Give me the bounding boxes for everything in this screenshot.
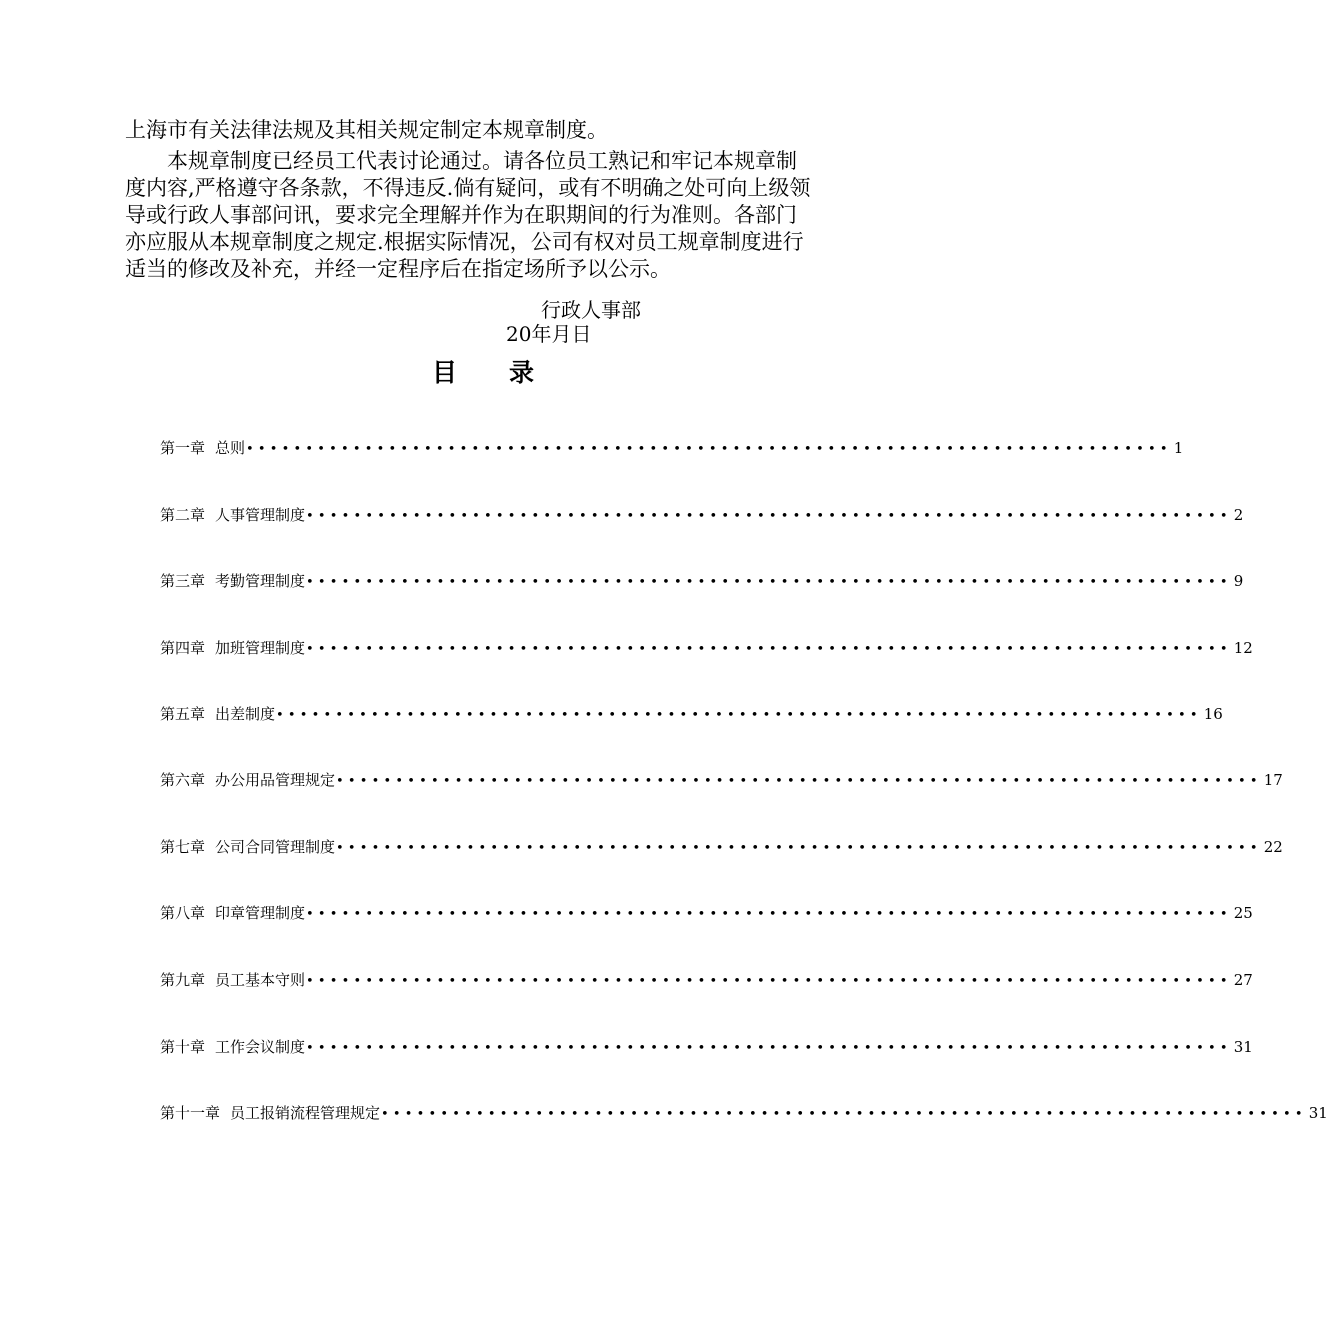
toc-entry	[160, 505, 1244, 527]
toc-chapter-title: 考勤管理制度	[215, 572, 306, 590]
toc-chapter-title: 办公用品管理规定	[215, 771, 336, 789]
toc-title: 目录	[432, 358, 587, 387]
toc-entry	[160, 638, 1253, 660]
toc-dot-leader: ••••••••••••••••••••••••••••••••••••••••••••••••••••••••••••••••••••••••••••••	[306, 575, 1232, 590]
toc-chapter-number: 第十章	[160, 1038, 206, 1056]
toc-page-number: 12	[1233, 639, 1253, 657]
body-paragraph-1: 上海市有关法律法规及其相关规定制定本规章制度。	[125, 118, 608, 142]
toc-dot-leader: ••••••••••••••••••••••••••••••••••••••••••••••••••••••••••••••••••••••••••••••	[381, 1107, 1307, 1122]
toc-chapter-number: 第八章	[160, 904, 206, 922]
toc-chapter-title: 总则	[215, 439, 246, 457]
toc-chapter-number: 第六章	[160, 771, 206, 789]
toc-page-number: 25	[1233, 904, 1253, 922]
toc-entry	[160, 903, 1253, 925]
toc-entry	[160, 1103, 1328, 1125]
toc-page-number: 17	[1263, 771, 1283, 789]
toc-page-number: 22	[1263, 838, 1283, 856]
toc-chapter-title: 加班管理制度	[215, 639, 306, 657]
toc-page-number: 27	[1233, 971, 1253, 989]
toc-page-number: 31	[1233, 1038, 1253, 1056]
toc-chapter-number: 第二章	[160, 506, 206, 524]
toc-dot-leader: ••••••••••••••••••••••••••••••••••••••••••••••••••••••••••••••••••••••••••••••	[276, 708, 1202, 723]
toc-entry	[160, 571, 1244, 593]
toc-chapter-number: 第四章	[160, 639, 206, 657]
signature-department: 行政人事部	[541, 298, 641, 322]
toc-dot-leader: ••••••••••••••••••••••••••••••••••••••••••••••••••••••••••••••••••••••••••••••	[306, 509, 1232, 524]
toc-chapter-title: 员工报销流程管理规定	[230, 1104, 381, 1122]
toc-entry	[160, 704, 1223, 726]
toc-entry	[160, 438, 1184, 460]
toc-chapter-number: 第七章	[160, 838, 206, 856]
toc-dot-leader: ••••••••••••••••••••••••••••••••••••••••••••••••••••••••••••••••••••••••••••••	[306, 974, 1232, 989]
toc-chapter-number: 第三章	[160, 572, 206, 590]
signature-date: 20年月日	[506, 322, 592, 346]
toc-page-number: 16	[1203, 705, 1223, 723]
toc-chapter-number: 第十一章	[160, 1104, 221, 1122]
toc-chapter-title: 工作会议制度	[215, 1038, 306, 1056]
toc-entry	[160, 770, 1283, 792]
toc-chapter-title: 人事管理制度	[215, 506, 306, 524]
toc-dot-leader: ••••••••••••••••••••••••••••••••••••••••••••••••••••••••••••••••••••••••••••••	[306, 907, 1232, 922]
body-paragraph-2: 本规章制度已经员工代表讨论通过。请各位员工熟记和牢记本规章制度内容,严格遵守各条款，不得违反.倘有疑问，或有不明确之处可向上级领导或行政人事部问讯，要求完全理解并作为在职期间的行为准则。各部门亦应服从本规章制度之规定.根据实际情况，公司有权对员工规章制度进行适当的修改及补充，并经一定程序后在指定场所予以公示。	[125, 149, 811, 281]
toc-page-number: 31	[1308, 1104, 1328, 1122]
toc-dot-leader: ••••••••••••••••••••••••••••••••••••••••••••••••••••••••••••••••••••••••••••••	[306, 642, 1232, 657]
toc-entry	[160, 837, 1283, 859]
toc-chapter-title: 出差制度	[215, 705, 276, 723]
toc-dot-leader: ••••••••••••••••••••••••••••••••••••••••••••••••••••••••••••••••••••••••••••••	[246, 442, 1172, 457]
toc-chapter-title: 公司合同管理制度	[215, 838, 336, 856]
toc-chapter-number: 第一章	[160, 439, 206, 457]
toc-entry	[160, 1037, 1253, 1059]
toc-chapter-number: 第九章	[160, 971, 206, 989]
toc-chapter-number: 第五章	[160, 705, 206, 723]
toc-chapter-title: 印章管理制度	[215, 904, 306, 922]
toc-dot-leader: ••••••••••••••••••••••••••••••••••••••••••••••••••••••••••••••••••••••••••••••	[306, 1041, 1232, 1056]
toc-entry	[160, 970, 1253, 992]
toc-dot-leader: ••••••••••••••••••••••••••••••••••••••••••••••••••••••••••••••••••••••••••••••	[336, 841, 1262, 856]
toc-page-number: 2	[1233, 506, 1244, 524]
toc-page-number: 1	[1173, 439, 1184, 457]
toc-page-number: 9	[1233, 572, 1244, 590]
toc-dot-leader: ••••••••••••••••••••••••••••••••••••••••••••••••••••••••••••••••••••••••••••••	[336, 774, 1262, 789]
toc-chapter-title: 员工基本守则	[215, 971, 306, 989]
